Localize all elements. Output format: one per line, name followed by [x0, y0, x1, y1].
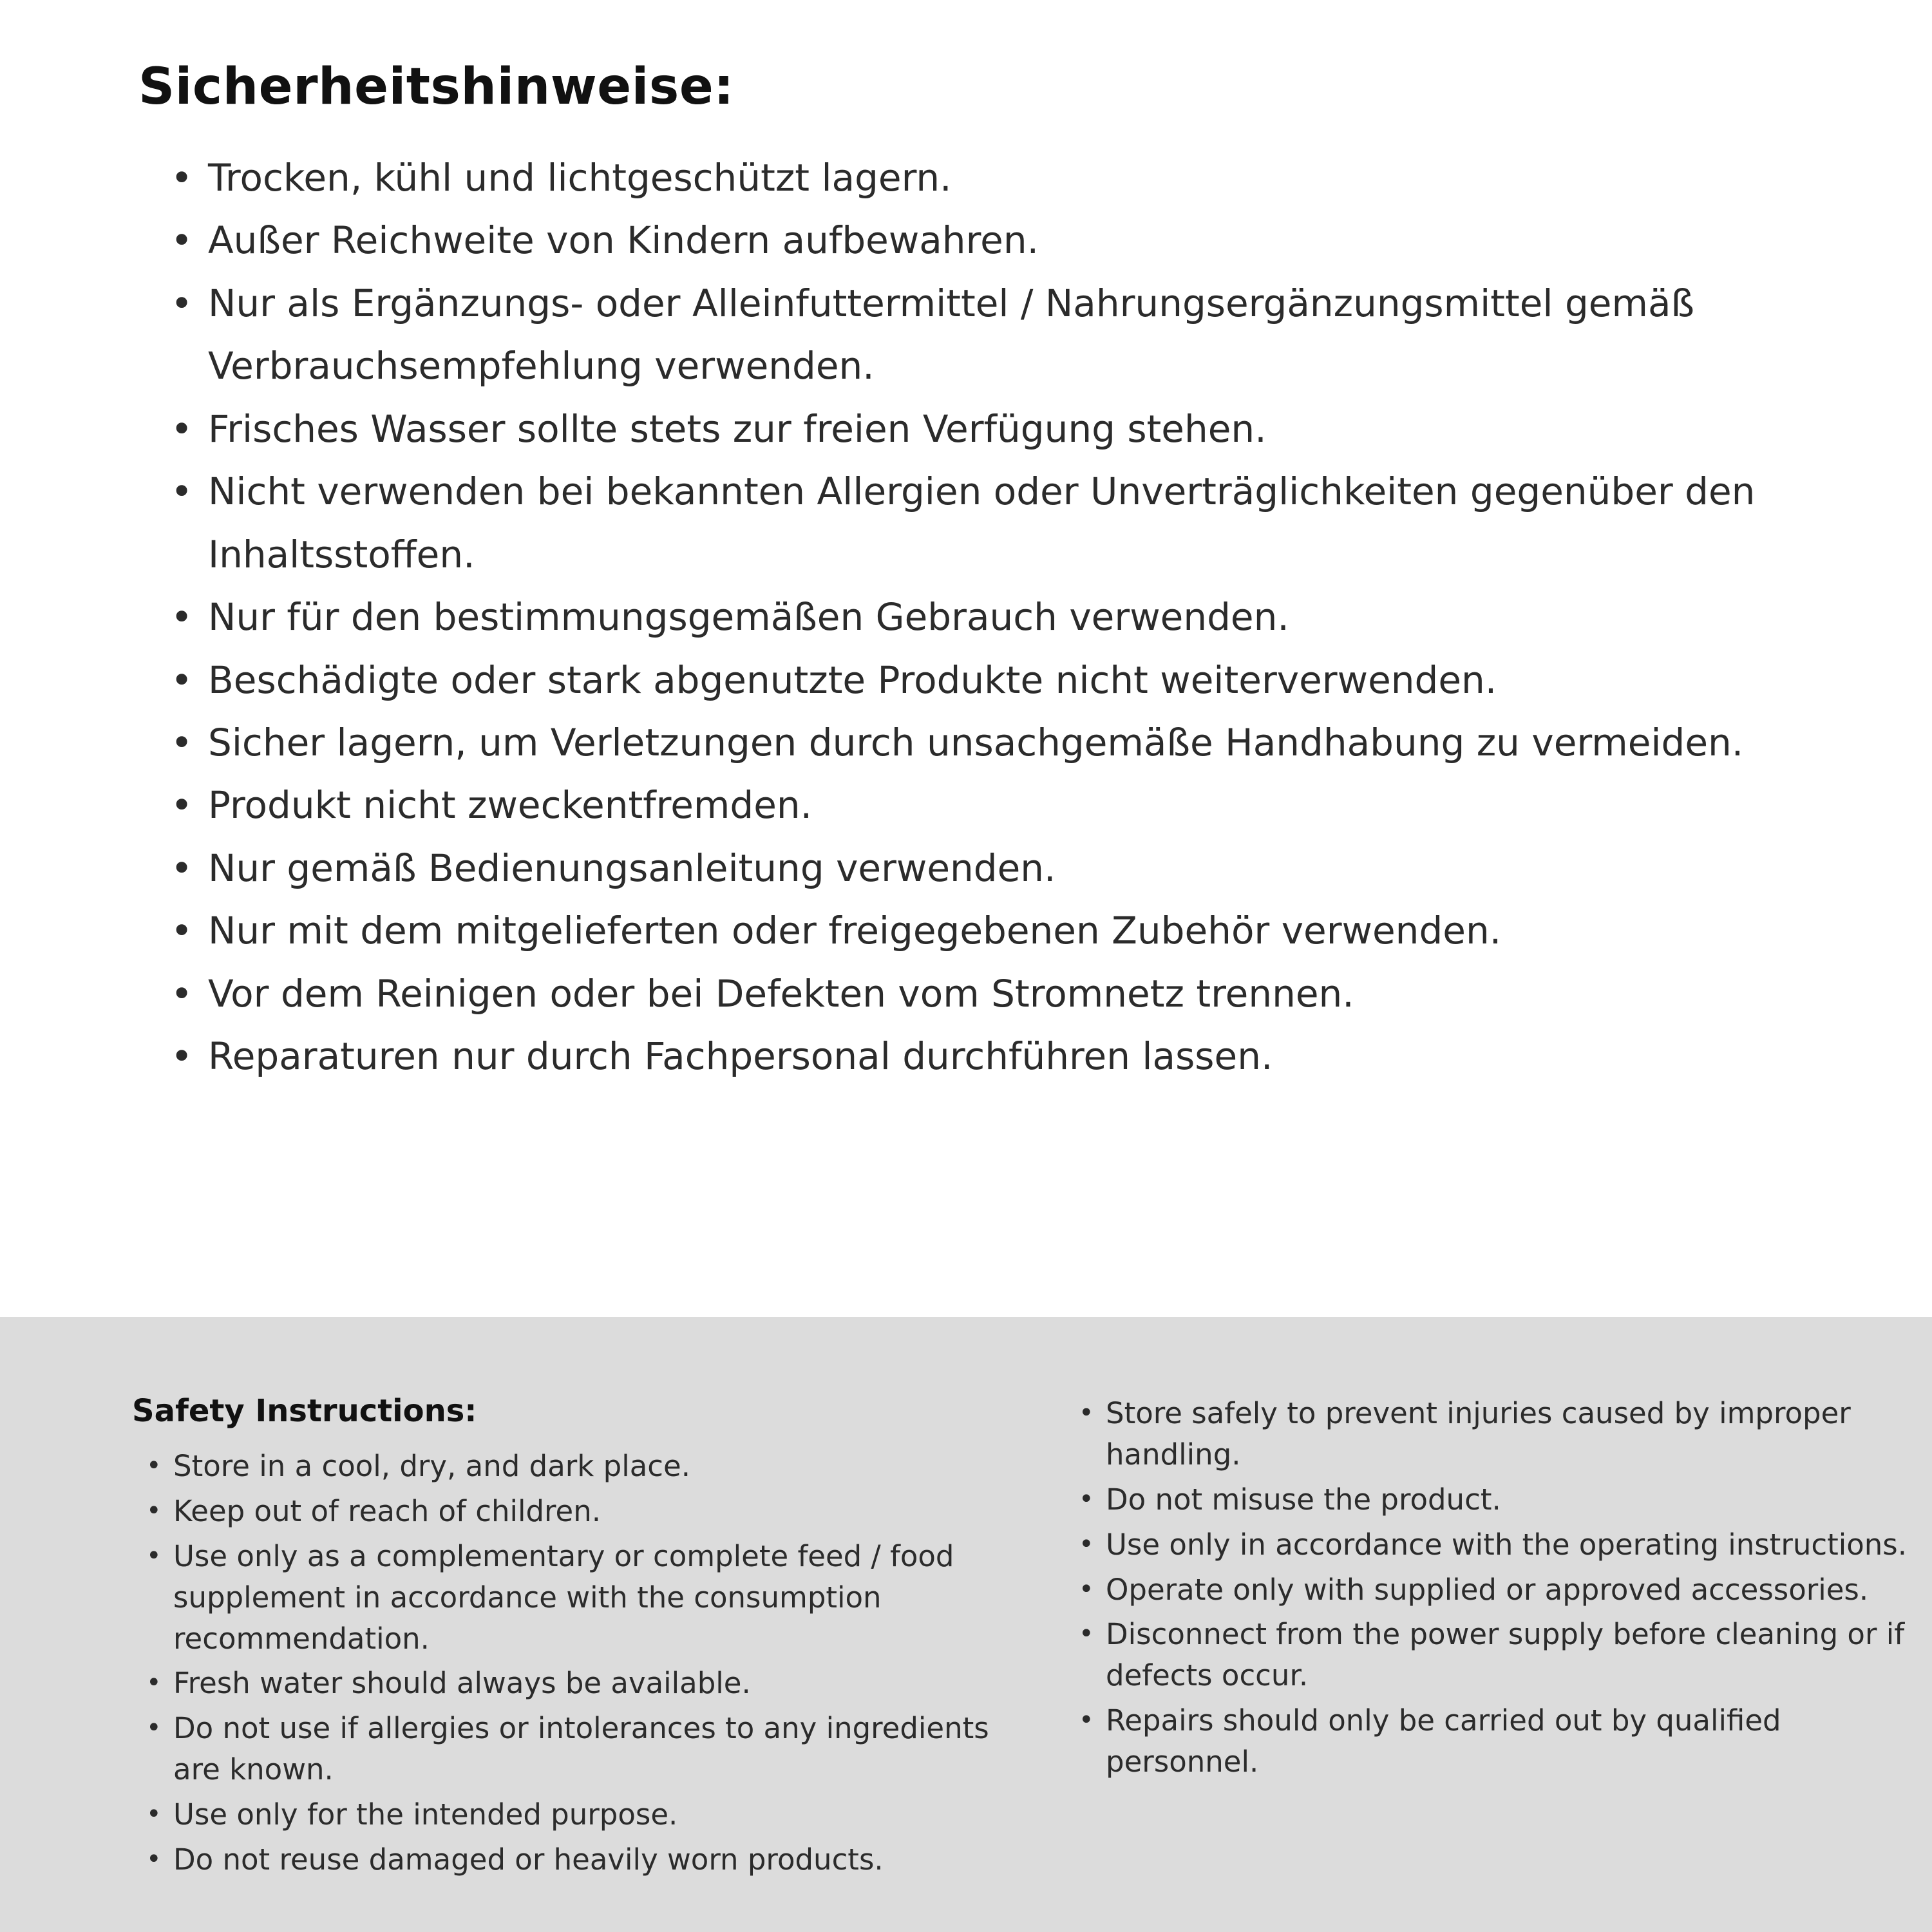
bullet-icon: • [146, 1495, 162, 1526]
bullet-icon: • [171, 218, 193, 263]
list-item-text: Nur mit dem mitgelieferten oder freigegebenen Zubehör verwenden. [208, 909, 1502, 953]
list-item [146, 1491, 1008, 1532]
bullet-icon: • [146, 1844, 162, 1875]
list-item-text: Disconnect from the power supply before cleaning or if defects occur. [1106, 1617, 1905, 1693]
bullet-icon: • [171, 909, 193, 953]
list-item-text: Do not use if allergies or intolerances to any ingredients are known. [173, 1711, 989, 1787]
list-item-text: Repairs should only be carried out by qualified personnel. [1106, 1703, 1781, 1779]
bullet-icon: • [171, 156, 193, 200]
bullet-icon: • [146, 1713, 162, 1743]
list-item-text: Store safely to prevent injuries caused by improper handling. [1106, 1396, 1851, 1472]
bullet-icon: • [1079, 1484, 1094, 1514]
bullet-icon: • [1079, 1574, 1094, 1604]
bullet-icon: • [171, 783, 193, 828]
list-item [171, 837, 1781, 900]
list-item [171, 272, 1781, 398]
list-item [171, 1025, 1781, 1088]
list-item-text: Do not reuse damaged or heavily worn products. [173, 1842, 884, 1877]
list-item-text: Nicht verwenden bei bekannten Allergien oder Unverträglichkeiten gegenüber den Inhaltsstoffen. [208, 469, 1756, 576]
list-item-text: Operate only with supplied or approved accessories. [1106, 1572, 1869, 1607]
bullet-icon: • [171, 720, 193, 764]
bullet-icon: • [1079, 1398, 1094, 1428]
list-item-text: Beschädigte oder stark abgenutzte Produkte nicht weiterverwenden. [208, 658, 1497, 702]
english-section [0, 1317, 1932, 1932]
bullet-icon: • [171, 846, 193, 890]
list-item-text: Store in a cool, dry, and dark place. [173, 1449, 691, 1483]
list-item-text: Vor dem Reinigen oder bei Defekten vom Stromnetz trennen. [208, 971, 1354, 1016]
list-item [1079, 1700, 1916, 1783]
list-item-text: Do not misuse the product. [1106, 1482, 1501, 1517]
bullet-icon: • [171, 469, 193, 514]
list-item [171, 209, 1781, 272]
list-item [146, 1839, 1008, 1880]
list-item-text: Trocken, kühl und lichtgeschützt lagern. [208, 156, 952, 200]
bullet-icon: • [171, 971, 193, 1016]
list-item-text: Frisches Wasser sollte stets zur freien Verfügung stehen. [208, 406, 1267, 451]
list-item [171, 586, 1781, 649]
german-section-title: Sicherheitshinweise: [138, 58, 734, 116]
list-item [146, 1708, 1008, 1790]
bullet-icon: • [146, 1540, 162, 1571]
english-left-column [132, 1393, 1008, 1932]
english-right-column [1079, 1393, 1916, 1932]
list-item [1079, 1479, 1916, 1520]
list-item [1079, 1393, 1916, 1475]
bullet-icon: • [171, 595, 193, 639]
list-item-text: Reparaturen nur durch Fachpersonal durchführen lassen. [208, 1034, 1273, 1079]
list-item [1079, 1569, 1916, 1611]
bullet-icon: • [171, 281, 193, 325]
list-item [146, 1794, 1008, 1835]
list-item [171, 398, 1781, 460]
list-item-text: Keep out of reach of children. [173, 1493, 601, 1528]
bullet-icon: • [146, 1451, 162, 1481]
list-item-text: Nur gemäß Bedienungsanleitung verwenden. [208, 846, 1056, 890]
list-item-text: Fresh water should always be available. [173, 1666, 751, 1701]
list-item [171, 963, 1781, 1025]
bullet-icon: • [1079, 1705, 1094, 1736]
english-instruction-list-left [132, 1446, 1008, 1880]
list-item-text: Sicher lagern, um Verletzungen durch unsachgemäße Handhabung zu vermeiden. [208, 720, 1744, 764]
bullet-icon: • [171, 658, 193, 702]
list-item [171, 147, 1781, 209]
list-item [146, 1536, 1008, 1660]
list-item [1079, 1614, 1916, 1696]
list-item [146, 1446, 1008, 1487]
list-item [171, 460, 1781, 586]
list-item-text: Use only in accordance with the operating instructions. [1106, 1527, 1908, 1562]
list-item-text: Nur für den bestimmungsgemäßen Gebrauch verwenden. [208, 595, 1289, 639]
bullet-icon: • [171, 406, 193, 451]
list-item [171, 649, 1781, 712]
list-item-text: Use only for the intended purpose. [173, 1797, 678, 1832]
list-item [1079, 1524, 1916, 1566]
english-instruction-list-right [1079, 1393, 1916, 1783]
bullet-icon: • [1079, 1529, 1094, 1559]
german-instruction-list [138, 147, 1781, 1088]
list-item [146, 1663, 1008, 1704]
list-item [171, 900, 1781, 962]
bullet-icon: • [1079, 1619, 1094, 1649]
list-item-text: Nur als Ergänzungs- oder Alleinfuttermittel / Nahrungsergänzungsmittel gemäß Verbrauchsempfehlung verwenden. [208, 281, 1695, 388]
list-item-text: Use only as a complementary or complete feed / food supplement in accordance with the consumption recommendation. [173, 1539, 954, 1656]
list-item-text: Außer Reichweite von Kindern aufbewahren. [208, 218, 1039, 263]
list-item [171, 774, 1781, 837]
bullet-icon: • [146, 1668, 162, 1698]
bullet-icon: • [171, 1034, 193, 1079]
list-item [171, 712, 1781, 774]
english-section-title: Safety Instructions: [132, 1393, 477, 1429]
list-item-text: Produkt nicht zweckentfremden. [208, 783, 813, 828]
bullet-icon: • [146, 1799, 162, 1830]
